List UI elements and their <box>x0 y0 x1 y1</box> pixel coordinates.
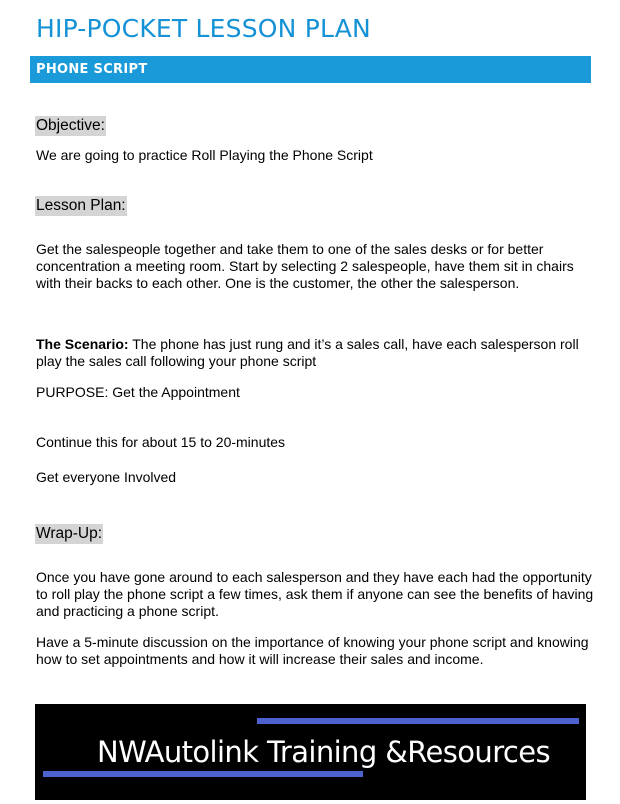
wrap-up-paragraph-2: Have a 5-minute discussion on the importance of knowing your phone script and knowing how to set appointments and how it will increase their sales and income. <box>36 634 589 667</box>
purpose-text: PURPOSE: Get the Appointment <box>36 384 240 400</box>
involve-text: Get everyone Involved <box>36 469 177 485</box>
wrap-up-paragraph-1: Once you have gone around to each salesperson and they have each had the opportunity to roll play the phone script a few times, ask them if anyone can see the benefits of having and practicing a phone script. <box>36 569 594 619</box>
logo-top-bar <box>257 718 579 724</box>
scenario-text: The phone has just rung and it’s a sales call, have each salesperson roll play the sales call following your phone script <box>36 336 579 369</box>
section-banner: PHONE SCRIPT <box>30 56 591 83</box>
logo-bottom-bar <box>43 771 363 777</box>
wrap-up-heading: Wrap-Up: <box>36 525 103 542</box>
document-title: HIP-POCKET LESSON PLAN <box>36 14 371 43</box>
nwautolink-logo <box>35 704 586 800</box>
scenario-paragraph <box>36 336 596 370</box>
logo-text: NWAutolink Training &Resources <box>97 735 550 769</box>
objective-text: We are going to practice Roll Playing the Phone Script <box>36 147 373 163</box>
objective-heading: Objective: <box>36 117 105 134</box>
scenario-label: The Scenario: <box>36 336 129 352</box>
lesson-plan-heading: Lesson Plan: <box>36 197 126 214</box>
lesson-plan-intro: Get the salespeople together and take them to one of the sales desks or for better concentration a meeting room. Start by selecting 2 salespeople, have them sit in chairs with their backs to each other. One is the customer, the other the salesperson. <box>36 241 574 291</box>
duration-text: Continue this for about 15 to 20-minutes <box>36 434 286 450</box>
